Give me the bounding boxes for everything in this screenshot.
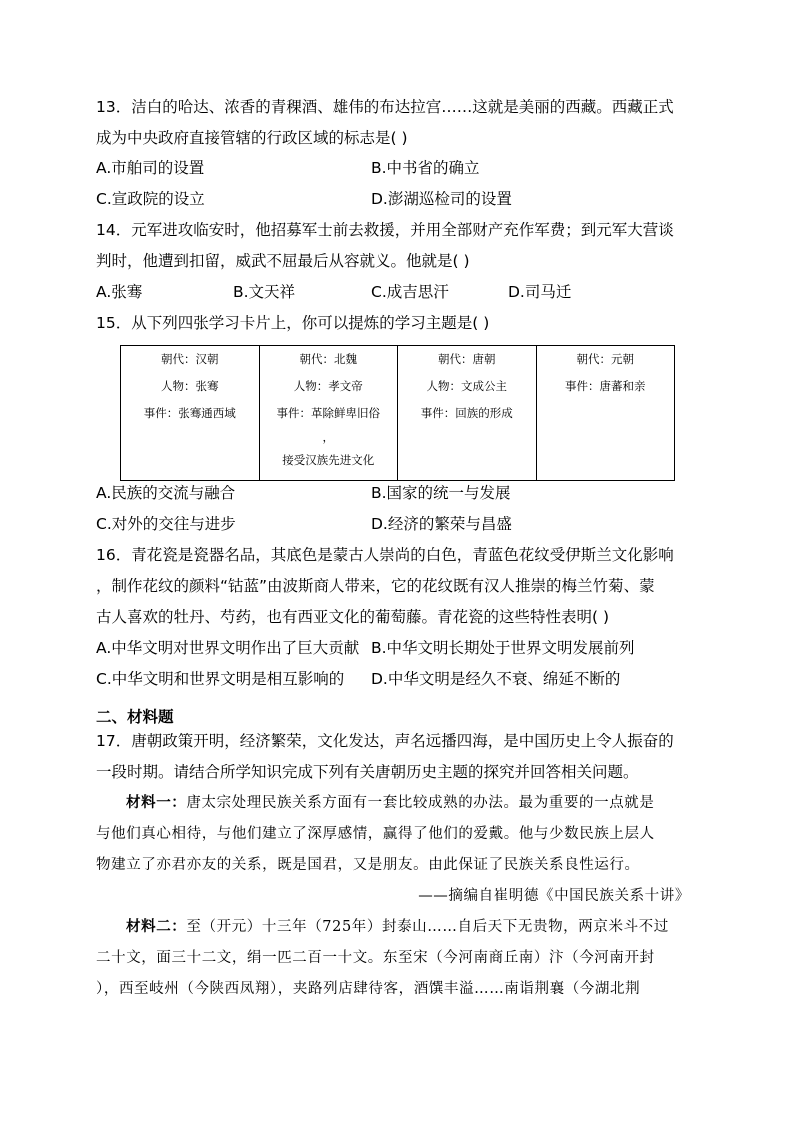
material1-source: ——摘编自崔明德《中国民族关系十讲》	[418, 888, 690, 904]
card-line: ，	[322, 430, 334, 444]
card-line: 朝代：唐朝	[438, 352, 496, 366]
card-line: 朝代：汉朝	[161, 352, 219, 366]
section-heading: 二、材料题	[96, 708, 174, 726]
q16-stem-line1: 16．青花瓷是瓷器名品，其底色是蒙古人崇尚的白色，青蓝色花纹受伊斯兰文化影响	[96, 546, 674, 564]
q16-option-a[interactable]: A.中华文明对世界文明作出了巨大贡献	[96, 639, 360, 657]
q16-stem-line2: ，制作花纹的颜料“钴蓝”由波斯商人带来，它的花纹既有汉人推崇的梅兰竹菊、蒙	[96, 577, 655, 595]
card-line: 事件：革除鲜卑旧俗	[276, 406, 380, 420]
card-line: 接受汉族先进文化	[282, 453, 375, 467]
study-card	[398, 346, 537, 481]
q14-stem-line1: 14．元军进攻临安时，他招募军士前去救援，并用全部财产充作军费；到元军大营谈	[96, 221, 674, 239]
material1-text: 唐太宗处理民族关系方面有一套比较成熟的办法。最为重要的一点就是	[186, 795, 655, 811]
card-line: 朝代：北魏	[299, 352, 357, 366]
material2-line3: ），西至岐州（今陕西凤翔），夹路列店肆待客，酒馔丰溢……南诣荆襄（今湖北荆	[96, 981, 641, 997]
q13-option-a[interactable]: A.市舶司的设置	[96, 159, 205, 177]
study-card	[536, 346, 675, 481]
card-line: 人物：孝文帝	[293, 379, 363, 393]
material1-line2: 与他们真心相待，与他们建立了深厚感情，赢得了他们的爱戴。他与少数民族上层人	[96, 826, 655, 842]
q15-option-d[interactable]: D.经济的繁荣与昌盛	[371, 515, 512, 533]
card-line: 事件：回族的形成	[420, 406, 513, 420]
q14-option-a[interactable]: A.张骞	[96, 283, 143, 301]
q16-stem-line3: 古人喜欢的牡丹、芍药，也有西亚文化的葡萄藤。青花瓷的这些特性表明( )	[96, 608, 610, 626]
material1-line3: 物建立了亦君亦友的关系，既是国君，又是朋友。由此保证了民族关系良性运行。	[96, 857, 640, 873]
q17-stem-line1: 17．唐朝政策开明，经济繁荣，文化发达，声名远播四海，是中国历史上令人振奋的	[96, 732, 674, 750]
card-line: 人物：文成公主	[426, 379, 507, 393]
q14-option-d[interactable]: D.司马迁	[508, 283, 572, 301]
q14-option-b[interactable]: B.文天祥	[233, 283, 296, 301]
q16-option-b[interactable]: B.中华文明长期处于世界文明发展前列	[371, 639, 635, 657]
material2-text: 至（开元）十三年（725年）封泰山……自后天下无贵物，两京米斗不过	[186, 919, 669, 935]
q13-stem-line2: 成为中央政府直接管辖的行政区域的标志是( )	[96, 129, 408, 147]
card-line: 朝代：元朝	[576, 352, 634, 366]
material2-label: 材料二：	[126, 918, 187, 935]
q13-option-c[interactable]: C.宣政院的设立	[96, 190, 205, 208]
q15-option-c[interactable]: C.对外的交往与进步	[96, 515, 236, 533]
study-card	[121, 346, 260, 481]
card-line: 人物：张骞	[161, 379, 219, 393]
q15-stem-line1: 15．从下列四张学习卡片上，你可以提炼的学习主题是( )	[96, 314, 490, 332]
study-cards-table	[120, 345, 675, 481]
q15-option-a[interactable]: A.民族的交流与融合	[96, 484, 236, 502]
q16-option-d[interactable]: D.中华文明是经久不衰、绵延不断的	[371, 670, 621, 688]
q15-option-b[interactable]: B.国家的统一与发展	[371, 484, 511, 502]
material1-label: 材料一：	[126, 794, 187, 811]
q17-stem-line2: 一段时期。请结合所学知识完成下列有关唐朝历史主题的探究并回答相关问题。	[96, 763, 639, 781]
material2-line1	[126, 917, 669, 937]
q13-stem-line1: 13．洁白的哈达、浓香的青稞酒、雄伟的布达拉宫……这就是美丽的西藏。西藏正式	[96, 98, 674, 116]
material1-line1	[126, 793, 655, 813]
study-card	[259, 346, 398, 481]
q16-option-c[interactable]: C.中华文明和世界文明是相互影响的	[96, 670, 345, 688]
q14-option-c[interactable]: C.成吉思汗	[371, 283, 449, 301]
q13-option-d[interactable]: D.澎湖巡检司的设置	[371, 190, 512, 208]
q13-option-b[interactable]: B.中书省的确立	[371, 159, 480, 177]
card-line: 事件：唐蕃和亲	[565, 379, 646, 393]
q14-stem-line2: 判时，他遭到扣留，威武不屈最后从容就义。他就是( )	[96, 252, 470, 270]
card-line: 事件：张骞通西域	[143, 406, 236, 420]
material2-line2: 二十文，面三十二文，绢一匹二百一十文。东至宋（今河南商丘南）汴（今河南开封	[96, 950, 655, 966]
